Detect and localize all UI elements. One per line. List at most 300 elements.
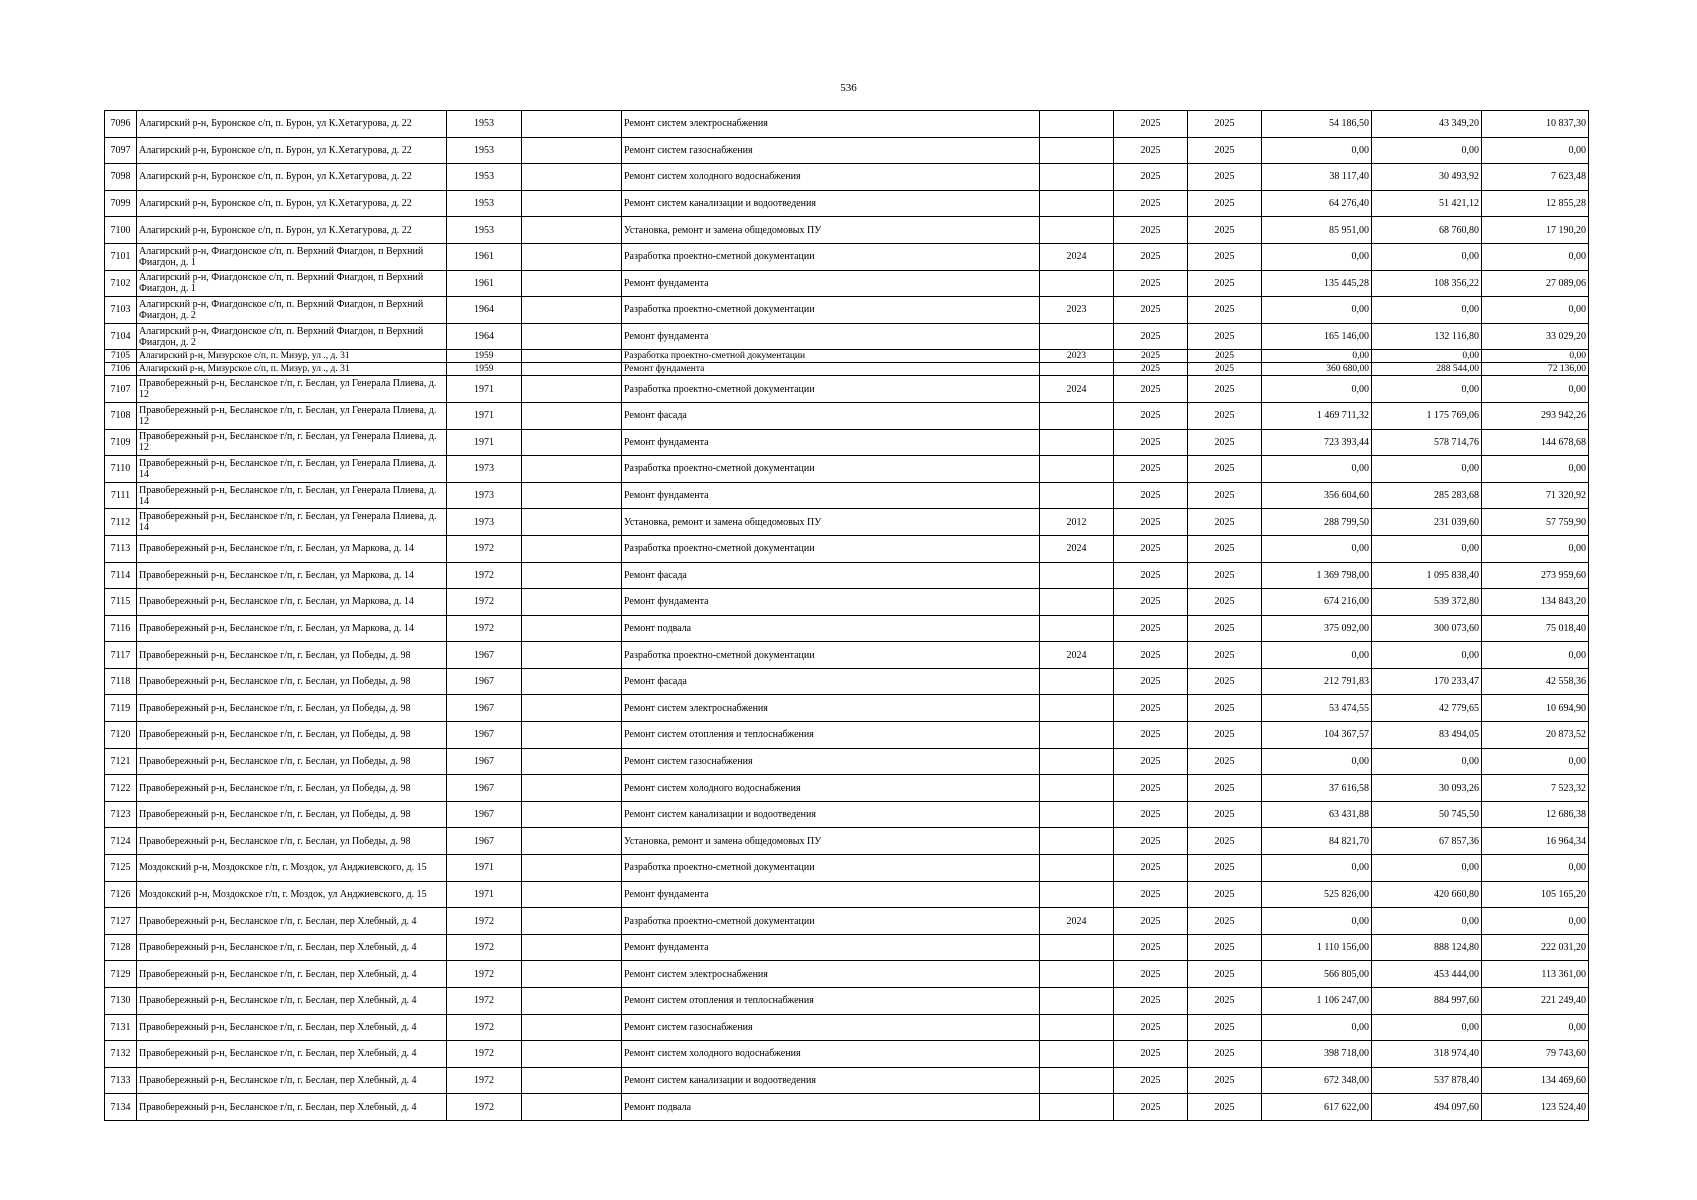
address-cell: Правобережный р-н, Бесланское г/п, г. Беслан, пер Хлебный, д. 4 <box>137 988 447 1015</box>
table-row <box>105 589 1589 616</box>
build-year-cell: 1953 <box>447 217 522 244</box>
end-year-cell: 2025 <box>1188 934 1262 961</box>
empty-cell <box>522 297 622 324</box>
empty-cell <box>522 562 622 589</box>
address-cell: Правобережный р-н, Бесланское г/п, г. Беслан, ул Маркова, д. 14 <box>137 589 447 616</box>
empty-cell <box>522 748 622 775</box>
work-type-cell: Разработка проектно-сметной документации <box>622 297 1040 324</box>
empty-cell <box>522 934 622 961</box>
empty-cell <box>522 429 622 456</box>
table-row <box>105 217 1589 244</box>
start-year-cell: 2025 <box>1114 908 1188 935</box>
previous-repair-year-cell <box>1040 775 1114 802</box>
previous-repair-year-cell <box>1040 1041 1114 1068</box>
end-year-cell: 2025 <box>1188 775 1262 802</box>
empty-cell <box>522 1094 622 1121</box>
table-row <box>105 243 1589 270</box>
table-row <box>105 1094 1589 1121</box>
fund-cost-cell: 43 349,20 <box>1372 111 1482 138</box>
previous-repair-year-cell <box>1040 855 1114 882</box>
owners-cost-cell: 0,00 <box>1482 748 1589 775</box>
total-cost-cell: 375 092,00 <box>1262 615 1372 642</box>
fund-cost-cell: 288 544,00 <box>1372 363 1482 376</box>
table-row <box>105 111 1589 138</box>
build-year-cell: 1971 <box>447 402 522 429</box>
previous-repair-year-cell: 2024 <box>1040 642 1114 669</box>
total-cost-cell: 85 951,00 <box>1262 217 1372 244</box>
row-number-cell: 7103 <box>105 297 137 324</box>
address-cell: Алагирский р-н, Буронское с/п, п. Бурон, ул К.Хетагурова, д. 22 <box>137 137 447 164</box>
empty-cell <box>522 988 622 1015</box>
previous-repair-year-cell <box>1040 722 1114 749</box>
previous-repair-year-cell <box>1040 323 1114 350</box>
fund-cost-cell: 0,00 <box>1372 1014 1482 1041</box>
owners-cost-cell: 12 686,38 <box>1482 801 1589 828</box>
end-year-cell: 2025 <box>1188 668 1262 695</box>
owners-cost-cell: 273 959,60 <box>1482 562 1589 589</box>
owners-cost-cell: 0,00 <box>1482 456 1589 483</box>
empty-cell <box>522 961 622 988</box>
start-year-cell: 2025 <box>1114 615 1188 642</box>
owners-cost-cell: 7 623,48 <box>1482 164 1589 191</box>
build-year-cell: 1967 <box>447 642 522 669</box>
row-number-cell: 7096 <box>105 111 137 138</box>
total-cost-cell: 104 367,57 <box>1262 722 1372 749</box>
fund-cost-cell: 884 997,60 <box>1372 988 1482 1015</box>
owners-cost-cell: 293 942,26 <box>1482 402 1589 429</box>
row-number-cell: 7117 <box>105 642 137 669</box>
fund-cost-cell: 0,00 <box>1372 297 1482 324</box>
address-cell: Алагирский р-н, Буронское с/п, п. Бурон, ул К.Хетагурова, д. 22 <box>137 190 447 217</box>
previous-repair-year-cell <box>1040 961 1114 988</box>
total-cost-cell: 1 369 798,00 <box>1262 562 1372 589</box>
fund-cost-cell: 0,00 <box>1372 855 1482 882</box>
row-number-cell: 7104 <box>105 323 137 350</box>
start-year-cell: 2025 <box>1114 881 1188 908</box>
end-year-cell: 2025 <box>1188 722 1262 749</box>
work-type-cell: Ремонт систем канализации и водоотведения <box>622 190 1040 217</box>
row-number-cell: 7129 <box>105 961 137 988</box>
work-type-cell: Разработка проектно-сметной документации <box>622 908 1040 935</box>
build-year-cell: 1971 <box>447 376 522 403</box>
work-type-cell: Разработка проектно-сметной документации <box>622 855 1040 882</box>
build-year-cell: 1953 <box>447 111 522 138</box>
total-cost-cell: 525 826,00 <box>1262 881 1372 908</box>
address-cell: Алагирский р-н, Фиагдонское с/п, п. Верхний Фиагдон, п Верхний Фиагдон, д. 1 <box>137 270 447 297</box>
total-cost-cell: 288 799,50 <box>1262 509 1372 536</box>
end-year-cell: 2025 <box>1188 615 1262 642</box>
row-number-cell: 7122 <box>105 775 137 802</box>
address-cell: Правобережный р-н, Бесланское г/п, г. Беслан, пер Хлебный, д. 4 <box>137 1094 447 1121</box>
end-year-cell: 2025 <box>1188 164 1262 191</box>
fund-cost-cell: 42 779,65 <box>1372 695 1482 722</box>
previous-repair-year-cell: 2024 <box>1040 243 1114 270</box>
work-type-cell: Установка, ремонт и замена общедомовых ПУ <box>622 828 1040 855</box>
table-row <box>105 190 1589 217</box>
build-year-cell: 1967 <box>447 668 522 695</box>
work-type-cell: Ремонт систем электроснабжения <box>622 961 1040 988</box>
owners-cost-cell: 75 018,40 <box>1482 615 1589 642</box>
row-number-cell: 7107 <box>105 376 137 403</box>
build-year-cell: 1967 <box>447 695 522 722</box>
previous-repair-year-cell: 2023 <box>1040 350 1114 363</box>
work-type-cell: Установка, ремонт и замена общедомовых ПУ <box>622 217 1040 244</box>
address-cell: Алагирский р-н, Мизурское с/п, п. Мизур, ул ., д. 31 <box>137 363 447 376</box>
start-year-cell: 2025 <box>1114 482 1188 509</box>
build-year-cell: 1972 <box>447 988 522 1015</box>
end-year-cell: 2025 <box>1188 855 1262 882</box>
total-cost-cell: 360 680,00 <box>1262 363 1372 376</box>
owners-cost-cell: 42 558,36 <box>1482 668 1589 695</box>
empty-cell <box>522 668 622 695</box>
table-row <box>105 908 1589 935</box>
fund-cost-cell: 0,00 <box>1372 908 1482 935</box>
start-year-cell: 2025 <box>1114 164 1188 191</box>
previous-repair-year-cell <box>1040 429 1114 456</box>
build-year-cell: 1972 <box>447 589 522 616</box>
total-cost-cell: 0,00 <box>1262 1014 1372 1041</box>
row-number-cell: 7116 <box>105 615 137 642</box>
start-year-cell: 2025 <box>1114 775 1188 802</box>
empty-cell <box>522 402 622 429</box>
owners-cost-cell: 123 524,40 <box>1482 1094 1589 1121</box>
fund-cost-cell: 300 073,60 <box>1372 615 1482 642</box>
address-cell: Моздокский р-н, Моздокское г/п, г. Моздок, ул Анджиевского, д. 15 <box>137 881 447 908</box>
end-year-cell: 2025 <box>1188 988 1262 1015</box>
start-year-cell: 2025 <box>1114 217 1188 244</box>
fund-cost-cell: 67 857,36 <box>1372 828 1482 855</box>
previous-repair-year-cell: 2012 <box>1040 509 1114 536</box>
work-type-cell: Разработка проектно-сметной документации <box>622 642 1040 669</box>
work-type-cell: Ремонт систем канализации и водоотведения <box>622 1067 1040 1094</box>
total-cost-cell: 1 110 156,00 <box>1262 934 1372 961</box>
work-type-cell: Ремонт подвала <box>622 1094 1040 1121</box>
previous-repair-year-cell <box>1040 589 1114 616</box>
work-type-cell: Ремонт систем отопления и теплоснабжения <box>622 988 1040 1015</box>
table-row <box>105 695 1589 722</box>
end-year-cell: 2025 <box>1188 908 1262 935</box>
build-year-cell: 1972 <box>447 1094 522 1121</box>
start-year-cell: 2025 <box>1114 1067 1188 1094</box>
fund-cost-cell: 170 233,47 <box>1372 668 1482 695</box>
start-year-cell: 2025 <box>1114 934 1188 961</box>
address-cell: Правобережный р-н, Бесланское г/п, г. Беслан, пер Хлебный, д. 4 <box>137 961 447 988</box>
fund-cost-cell: 318 974,40 <box>1372 1041 1482 1068</box>
build-year-cell: 1971 <box>447 881 522 908</box>
empty-cell <box>522 801 622 828</box>
owners-cost-cell: 134 469,60 <box>1482 1067 1589 1094</box>
fund-cost-cell: 453 444,00 <box>1372 961 1482 988</box>
address-cell: Правобережный р-н, Бесланское г/п, г. Беслан, ул Генерала Плиева, д. 12 <box>137 429 447 456</box>
build-year-cell: 1972 <box>447 1014 522 1041</box>
empty-cell <box>522 323 622 350</box>
fund-cost-cell: 83 494,05 <box>1372 722 1482 749</box>
start-year-cell: 2025 <box>1114 855 1188 882</box>
owners-cost-cell: 105 165,20 <box>1482 881 1589 908</box>
row-number-cell: 7114 <box>105 562 137 589</box>
row-number-cell: 7110 <box>105 456 137 483</box>
address-cell: Правобережный р-н, Бесланское г/п, г. Беслан, пер Хлебный, д. 4 <box>137 908 447 935</box>
fund-cost-cell: 494 097,60 <box>1372 1094 1482 1121</box>
build-year-cell: 1953 <box>447 137 522 164</box>
end-year-cell: 2025 <box>1188 562 1262 589</box>
row-number-cell: 7125 <box>105 855 137 882</box>
address-cell: Правобережный р-н, Бесланское г/п, г. Беслан, пер Хлебный, д. 4 <box>137 1041 447 1068</box>
previous-repair-year-cell <box>1040 190 1114 217</box>
row-number-cell: 7101 <box>105 243 137 270</box>
total-cost-cell: 135 445,28 <box>1262 270 1372 297</box>
fund-cost-cell: 0,00 <box>1372 535 1482 562</box>
start-year-cell: 2025 <box>1114 722 1188 749</box>
owners-cost-cell: 0,00 <box>1482 297 1589 324</box>
empty-cell <box>522 855 622 882</box>
build-year-cell: 1972 <box>447 615 522 642</box>
start-year-cell: 2025 <box>1114 456 1188 483</box>
work-type-cell: Ремонт систем электроснабжения <box>622 695 1040 722</box>
total-cost-cell: 54 186,50 <box>1262 111 1372 138</box>
fund-cost-cell: 0,00 <box>1372 137 1482 164</box>
build-year-cell: 1964 <box>447 297 522 324</box>
start-year-cell: 2025 <box>1114 988 1188 1015</box>
owners-cost-cell: 16 964,34 <box>1482 828 1589 855</box>
fund-cost-cell: 285 283,68 <box>1372 482 1482 509</box>
build-year-cell: 1967 <box>447 722 522 749</box>
start-year-cell: 2025 <box>1114 1014 1188 1041</box>
start-year-cell: 2025 <box>1114 297 1188 324</box>
address-cell: Правобережный р-н, Бесланское г/п, г. Беслан, ул Маркова, д. 14 <box>137 535 447 562</box>
fund-cost-cell: 1 095 838,40 <box>1372 562 1482 589</box>
address-cell: Правобережный р-н, Бесланское г/п, г. Беслан, ул Генерала Плиева, д. 14 <box>137 509 447 536</box>
work-type-cell: Ремонт систем отопления и теплоснабжения <box>622 722 1040 749</box>
previous-repair-year-cell <box>1040 934 1114 961</box>
table-row <box>105 1067 1589 1094</box>
previous-repair-year-cell <box>1040 1067 1114 1094</box>
previous-repair-year-cell <box>1040 695 1114 722</box>
start-year-cell: 2025 <box>1114 111 1188 138</box>
start-year-cell: 2025 <box>1114 562 1188 589</box>
end-year-cell: 2025 <box>1188 509 1262 536</box>
total-cost-cell: 0,00 <box>1262 376 1372 403</box>
previous-repair-year-cell <box>1040 881 1114 908</box>
previous-repair-year-cell <box>1040 828 1114 855</box>
previous-repair-year-cell <box>1040 164 1114 191</box>
start-year-cell: 2025 <box>1114 376 1188 403</box>
work-type-cell: Ремонт систем газоснабжения <box>622 748 1040 775</box>
build-year-cell: 1973 <box>447 456 522 483</box>
total-cost-cell: 674 216,00 <box>1262 589 1372 616</box>
previous-repair-year-cell <box>1040 668 1114 695</box>
end-year-cell: 2025 <box>1188 137 1262 164</box>
work-type-cell: Ремонт подвала <box>622 615 1040 642</box>
owners-cost-cell: 17 190,20 <box>1482 217 1589 244</box>
total-cost-cell: 0,00 <box>1262 243 1372 270</box>
end-year-cell: 2025 <box>1188 1014 1262 1041</box>
row-number-cell: 7132 <box>105 1041 137 1068</box>
owners-cost-cell: 221 249,40 <box>1482 988 1589 1015</box>
empty-cell <box>522 137 622 164</box>
total-cost-cell: 0,00 <box>1262 297 1372 324</box>
owners-cost-cell: 20 873,52 <box>1482 722 1589 749</box>
work-type-cell: Ремонт систем газоснабжения <box>622 1014 1040 1041</box>
previous-repair-year-cell <box>1040 482 1114 509</box>
address-cell: Правобережный р-н, Бесланское г/п, г. Беслан, ул Генерала Плиева, д. 12 <box>137 376 447 403</box>
start-year-cell: 2025 <box>1114 748 1188 775</box>
fund-cost-cell: 108 356,22 <box>1372 270 1482 297</box>
total-cost-cell: 0,00 <box>1262 535 1372 562</box>
empty-cell <box>522 828 622 855</box>
start-year-cell: 2025 <box>1114 363 1188 376</box>
fund-cost-cell: 0,00 <box>1372 350 1482 363</box>
empty-cell <box>522 775 622 802</box>
owners-cost-cell: 113 361,00 <box>1482 961 1589 988</box>
page-number: 536 <box>840 82 857 94</box>
address-cell: Правобережный р-н, Бесланское г/п, г. Беслан, ул Победы, д. 98 <box>137 828 447 855</box>
address-cell: Правобережный р-н, Бесланское г/п, г. Беслан, ул Победы, д. 98 <box>137 748 447 775</box>
empty-cell <box>522 456 622 483</box>
end-year-cell: 2025 <box>1188 243 1262 270</box>
start-year-cell: 2025 <box>1114 190 1188 217</box>
fund-cost-cell: 578 714,76 <box>1372 429 1482 456</box>
end-year-cell: 2025 <box>1188 589 1262 616</box>
start-year-cell: 2025 <box>1114 270 1188 297</box>
table-row <box>105 775 1589 802</box>
total-cost-cell: 0,00 <box>1262 855 1372 882</box>
table-row <box>105 855 1589 882</box>
table-row <box>105 722 1589 749</box>
total-cost-cell: 0,00 <box>1262 642 1372 669</box>
work-type-cell: Разработка проектно-сметной документации <box>622 243 1040 270</box>
owners-cost-cell: 0,00 <box>1482 535 1589 562</box>
end-year-cell: 2025 <box>1188 961 1262 988</box>
work-type-cell: Ремонт систем холодного водоснабжения <box>622 164 1040 191</box>
row-number-cell: 7097 <box>105 137 137 164</box>
row-number-cell: 7121 <box>105 748 137 775</box>
address-cell: Правобережный р-н, Бесланское г/п, г. Беслан, ул Генерала Плиева, д. 12 <box>137 402 447 429</box>
row-number-cell: 7115 <box>105 589 137 616</box>
work-type-cell: Ремонт фундамента <box>622 270 1040 297</box>
address-cell: Правобережный р-н, Бесланское г/п, г. Беслан, ул Победы, д. 98 <box>137 801 447 828</box>
previous-repair-year-cell: 2024 <box>1040 908 1114 935</box>
previous-repair-year-cell <box>1040 402 1114 429</box>
work-type-cell: Разработка проектно-сметной документации <box>622 350 1040 363</box>
total-cost-cell: 0,00 <box>1262 350 1372 363</box>
end-year-cell: 2025 <box>1188 535 1262 562</box>
table-row <box>105 642 1589 669</box>
end-year-cell: 2025 <box>1188 363 1262 376</box>
work-type-cell: Ремонт фундамента <box>622 482 1040 509</box>
fund-cost-cell: 420 660,80 <box>1372 881 1482 908</box>
table-row <box>105 429 1589 456</box>
repair-program-table <box>104 110 1589 1121</box>
empty-cell <box>522 190 622 217</box>
owners-cost-cell: 0,00 <box>1482 642 1589 669</box>
previous-repair-year-cell: 2024 <box>1040 535 1114 562</box>
end-year-cell: 2025 <box>1188 376 1262 403</box>
row-number-cell: 7127 <box>105 908 137 935</box>
address-cell: Алагирский р-н, Буронское с/п, п. Бурон, ул К.Хетагурова, д. 22 <box>137 217 447 244</box>
table-body <box>105 111 1589 1121</box>
owners-cost-cell: 71 320,92 <box>1482 482 1589 509</box>
address-cell: Правобережный р-н, Бесланское г/п, г. Беслан, пер Хлебный, д. 4 <box>137 934 447 961</box>
work-type-cell: Ремонт систем электроснабжения <box>622 111 1040 138</box>
build-year-cell: 1953 <box>447 164 522 191</box>
owners-cost-cell: 0,00 <box>1482 376 1589 403</box>
build-year-cell: 1967 <box>447 801 522 828</box>
build-year-cell: 1972 <box>447 562 522 589</box>
fund-cost-cell: 0,00 <box>1372 456 1482 483</box>
previous-repair-year-cell <box>1040 111 1114 138</box>
previous-repair-year-cell <box>1040 1094 1114 1121</box>
owners-cost-cell: 57 759,90 <box>1482 509 1589 536</box>
empty-cell <box>522 1041 622 1068</box>
fund-cost-cell: 888 124,80 <box>1372 934 1482 961</box>
end-year-cell: 2025 <box>1188 748 1262 775</box>
fund-cost-cell: 0,00 <box>1372 748 1482 775</box>
owners-cost-cell: 10 837,30 <box>1482 111 1589 138</box>
table-row <box>105 509 1589 536</box>
build-year-cell: 1967 <box>447 748 522 775</box>
work-type-cell: Разработка проектно-сметной документации <box>622 376 1040 403</box>
work-type-cell: Ремонт фундамента <box>622 934 1040 961</box>
build-year-cell: 1961 <box>447 243 522 270</box>
start-year-cell: 2025 <box>1114 137 1188 164</box>
owners-cost-cell: 7 523,32 <box>1482 775 1589 802</box>
build-year-cell: 1972 <box>447 934 522 961</box>
row-number-cell: 7100 <box>105 217 137 244</box>
total-cost-cell: 84 821,70 <box>1262 828 1372 855</box>
total-cost-cell: 212 791,83 <box>1262 668 1372 695</box>
build-year-cell: 1972 <box>447 961 522 988</box>
fund-cost-cell: 0,00 <box>1372 243 1482 270</box>
previous-repair-year-cell: 2024 <box>1040 376 1114 403</box>
table-row <box>105 535 1589 562</box>
work-type-cell: Ремонт фундамента <box>622 363 1040 376</box>
end-year-cell: 2025 <box>1188 297 1262 324</box>
previous-repair-year-cell <box>1040 988 1114 1015</box>
row-number-cell: 7109 <box>105 429 137 456</box>
previous-repair-year-cell <box>1040 1014 1114 1041</box>
total-cost-cell: 37 616,58 <box>1262 775 1372 802</box>
empty-cell <box>522 1067 622 1094</box>
row-number-cell: 7102 <box>105 270 137 297</box>
address-cell: Правобережный р-н, Бесланское г/п, г. Беслан, ул Маркова, д. 14 <box>137 615 447 642</box>
start-year-cell: 2025 <box>1114 535 1188 562</box>
address-cell: Алагирский р-н, Фиагдонское с/п, п. Верхний Фиагдон, п Верхний Фиагдон, д. 2 <box>137 323 447 350</box>
start-year-cell: 2025 <box>1114 828 1188 855</box>
previous-repair-year-cell <box>1040 270 1114 297</box>
start-year-cell: 2025 <box>1114 350 1188 363</box>
empty-cell <box>522 722 622 749</box>
previous-repair-year-cell <box>1040 363 1114 376</box>
empty-cell <box>522 695 622 722</box>
start-year-cell: 2025 <box>1114 695 1188 722</box>
address-cell: Правобережный р-н, Бесланское г/п, г. Беслан, ул Победы, д. 98 <box>137 695 447 722</box>
start-year-cell: 2025 <box>1114 668 1188 695</box>
total-cost-cell: 0,00 <box>1262 908 1372 935</box>
start-year-cell: 2025 <box>1114 961 1188 988</box>
end-year-cell: 2025 <box>1188 828 1262 855</box>
row-number-cell: 7131 <box>105 1014 137 1041</box>
build-year-cell: 1972 <box>447 1067 522 1094</box>
end-year-cell: 2025 <box>1188 801 1262 828</box>
total-cost-cell: 1 106 247,00 <box>1262 988 1372 1015</box>
fund-cost-cell: 231 039,60 <box>1372 509 1482 536</box>
build-year-cell: 1972 <box>447 535 522 562</box>
table-row <box>105 881 1589 908</box>
address-cell: Правобережный р-н, Бесланское г/п, г. Беслан, пер Хлебный, д. 4 <box>137 1014 447 1041</box>
start-year-cell: 2025 <box>1114 801 1188 828</box>
end-year-cell: 2025 <box>1188 482 1262 509</box>
